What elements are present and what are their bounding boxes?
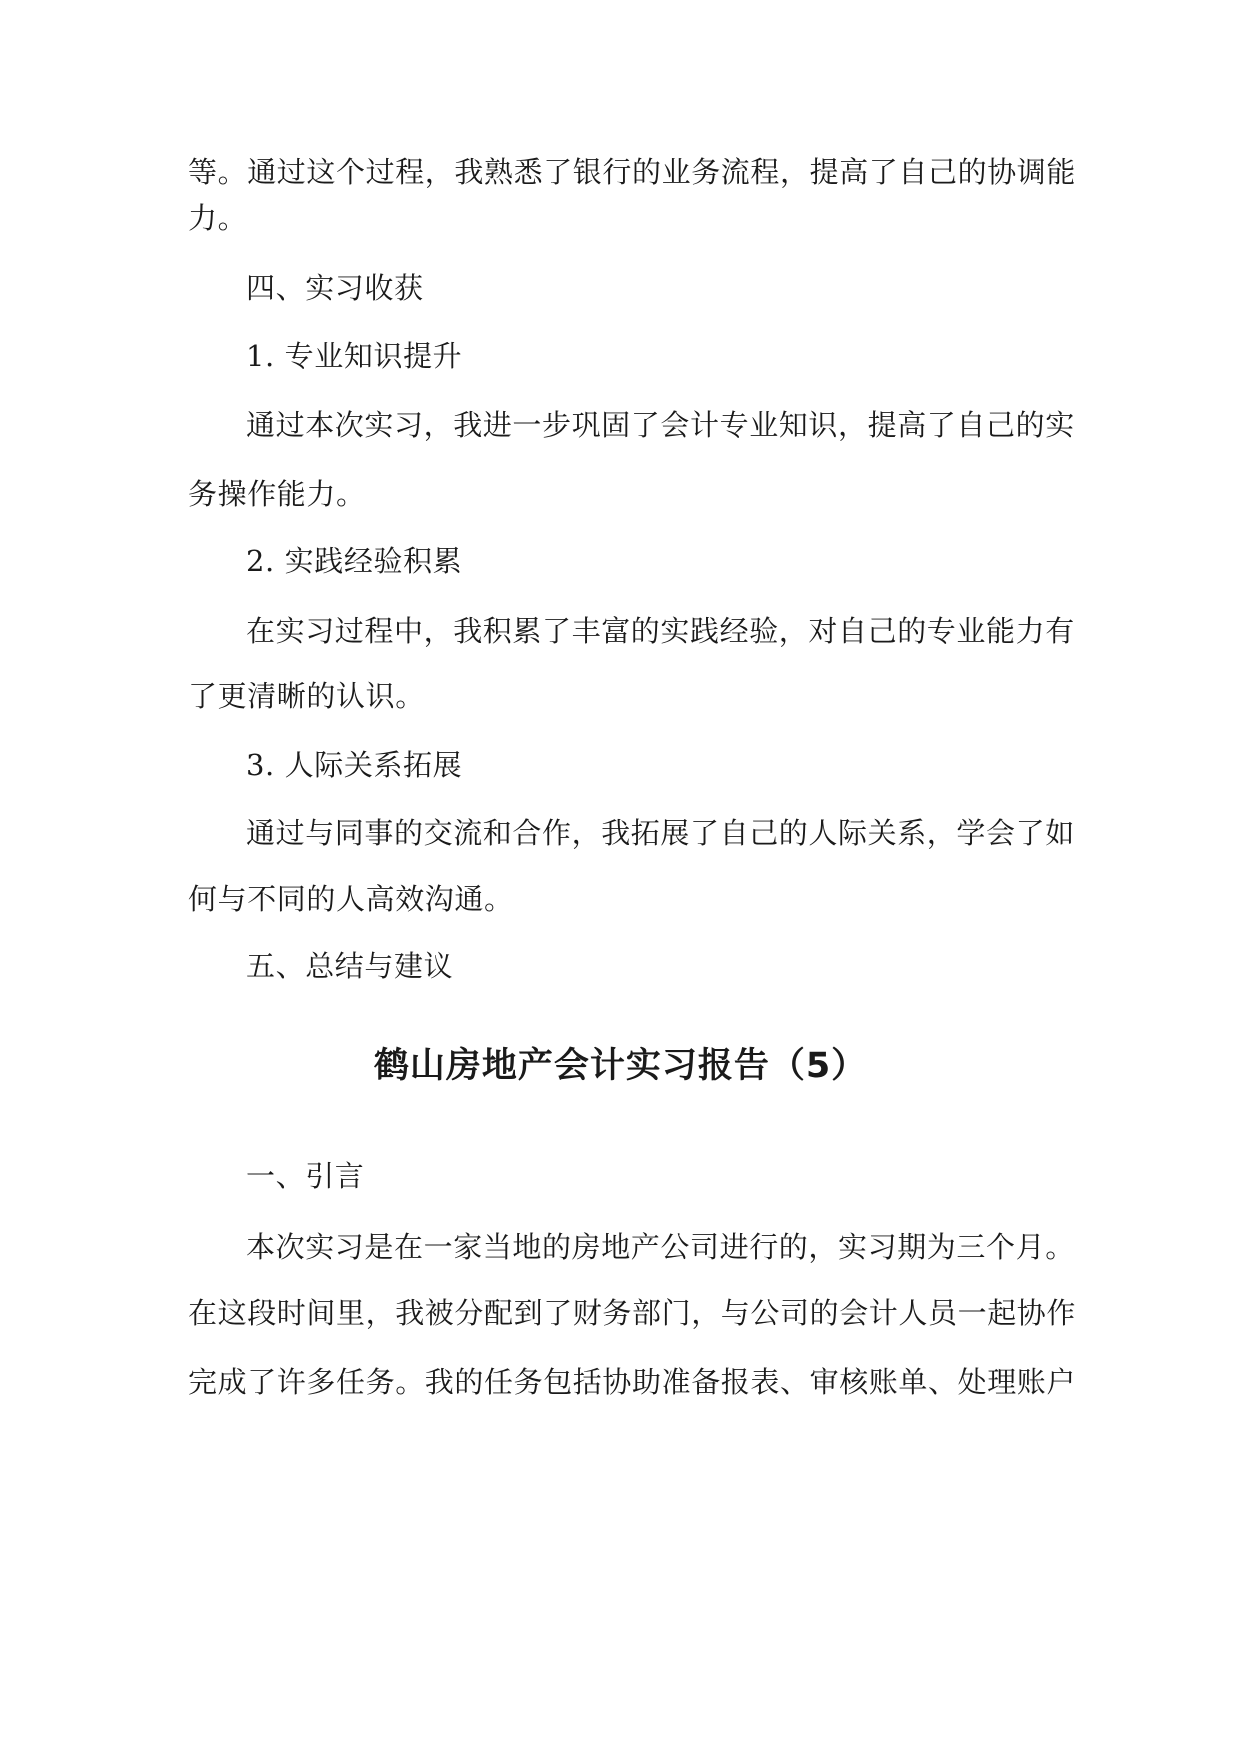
subsection-heading: 3. 人际关系拓展 xyxy=(246,748,463,782)
paragraph-line: 务操作能力。 xyxy=(188,477,366,511)
paragraph-line: 何与不同的人高效沟通。 xyxy=(188,882,514,916)
subsection-heading: 2. 实践经验积累 xyxy=(246,544,463,578)
paragraph-line: 通过本次实习，我进一步巩固了会计专业知识，提高了自己的实 xyxy=(246,408,1075,442)
subsection-heading: 1. 专业知识提升 xyxy=(246,339,463,373)
paragraph-line: 本次实习是在一家当地的房地产公司进行的，实习期为三个月。 xyxy=(246,1230,1075,1264)
paragraph-line: 等。通过这个过程，我熟悉了银行的业务流程，提高了自己的协调能 xyxy=(188,155,1077,189)
section-heading: 一、引言 xyxy=(246,1159,365,1193)
paragraph-line: 力。 xyxy=(188,201,248,235)
report-title: 鹤山房地产会计实习报告（5） xyxy=(373,1046,868,1086)
section-heading: 四、实习收获 xyxy=(246,271,424,305)
paragraph-line: 完成了许多任务。我的任务包括协助准备报表、审核账单、处理账户 xyxy=(188,1365,1077,1399)
paragraph-line: 了更清晰的认识。 xyxy=(188,679,425,713)
paragraph-line: 通过与同事的交流和合作，我拓展了自己的人际关系，学会了如 xyxy=(246,816,1075,850)
section-heading: 五、总结与建议 xyxy=(246,949,454,983)
paragraph-line: 在实习过程中，我积累了丰富的实践经验，对自己的专业能力有 xyxy=(246,614,1075,648)
paragraph-line: 在这段时间里，我被分配到了财务部门，与公司的会计人员一起协作 xyxy=(188,1296,1077,1330)
